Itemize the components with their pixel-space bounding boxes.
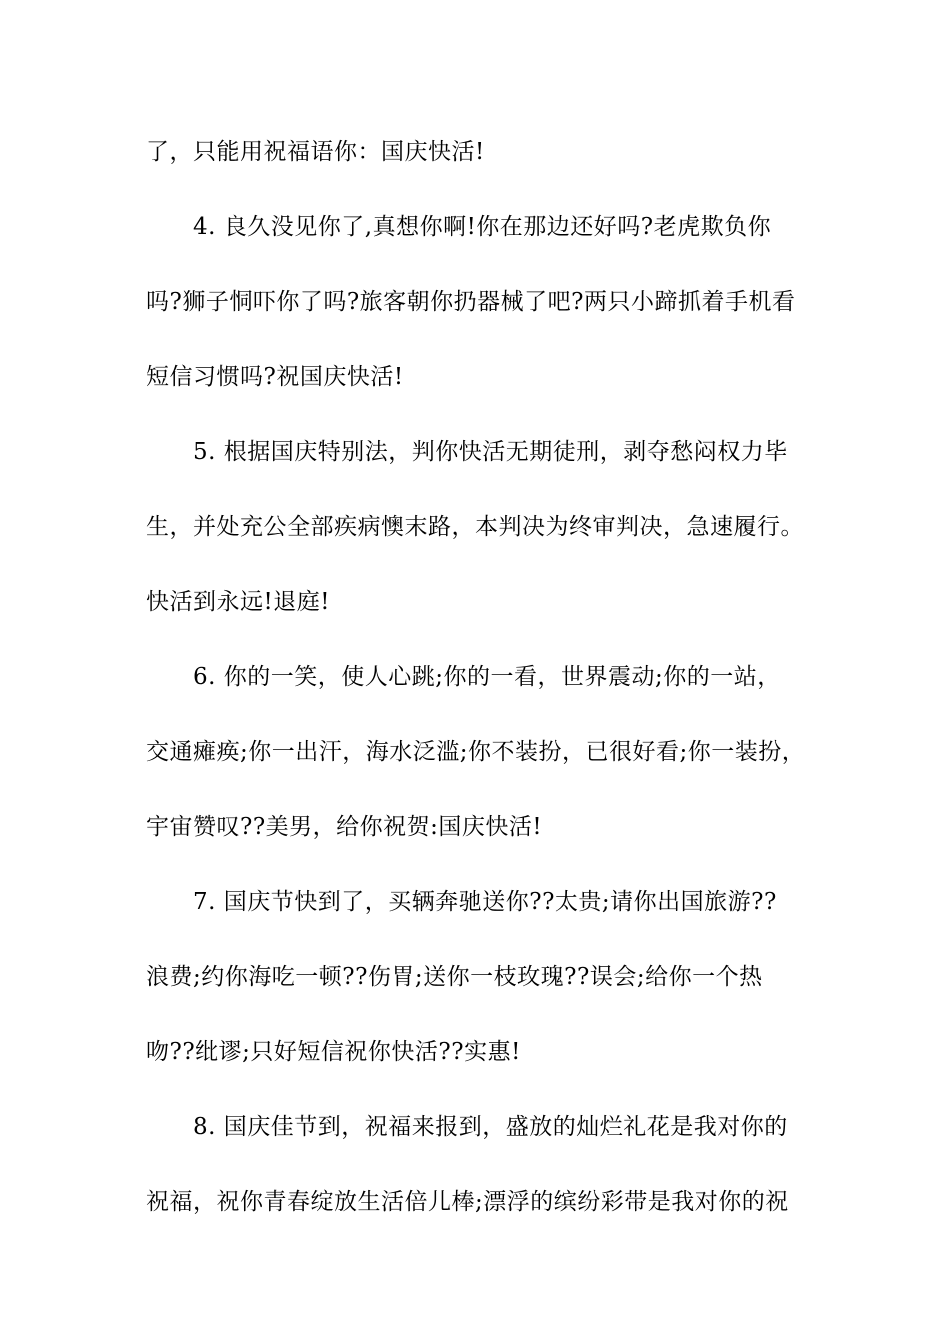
text-line: 了，只能用祝福语你：国庆快活! <box>146 139 485 165</box>
paragraph-8-line-1: 8. 国庆佳节到，祝福来报到，盛放的灿烂礼花是我对你的 <box>193 1114 788 1140</box>
text-line: 生，并处充公全部疾病懊末路，本判决为终审判决，急速履行。 <box>146 514 804 540</box>
text-line: 快活到永远!退庭! <box>146 589 330 615</box>
text-line: 宇宙赞叹??美男，给你祝贺:国庆快活! <box>146 814 543 840</box>
paragraph-4-line-1: 4. 良久没见你了,真想你啊!你在那边还好吗?老虎欺负你 <box>193 214 772 240</box>
text-line: 浪费;约你海吃一顿??伤胃;送你一枝玫瑰??误会;给你一个热 <box>146 964 763 990</box>
paragraph-5-line-1: 5. 根据国庆特别法，判你快活无期徒刑，剥夺愁闷权力毕 <box>193 439 788 465</box>
text-line: 短信习惯吗?祝国庆快活! <box>146 364 404 390</box>
text-line: 吗?狮子恫吓你了吗?旅客朝你扔器械了吧?两只小蹄抓着手机看 <box>146 289 796 315</box>
text-line: 吻??纰谬;只好短信祝你快活??实惠! <box>146 1039 521 1065</box>
text-line: 祝福，祝你青春绽放生活倍儿棒;漂浮的缤纷彩带是我对你的祝 <box>146 1189 789 1215</box>
paragraph-6-line-1: 6. 你的一笑，使人心跳;你的一看，世界震动;你的一站， <box>193 664 781 690</box>
paragraph-7-line-1: 7. 国庆节快到了，买辆奔驰送你??太贵;请你出国旅游?? <box>193 889 777 915</box>
text-line: 交通瘫痪;你一出汗，海水泛滥;你不装扮，已很好看;你一装扮， <box>146 739 806 765</box>
